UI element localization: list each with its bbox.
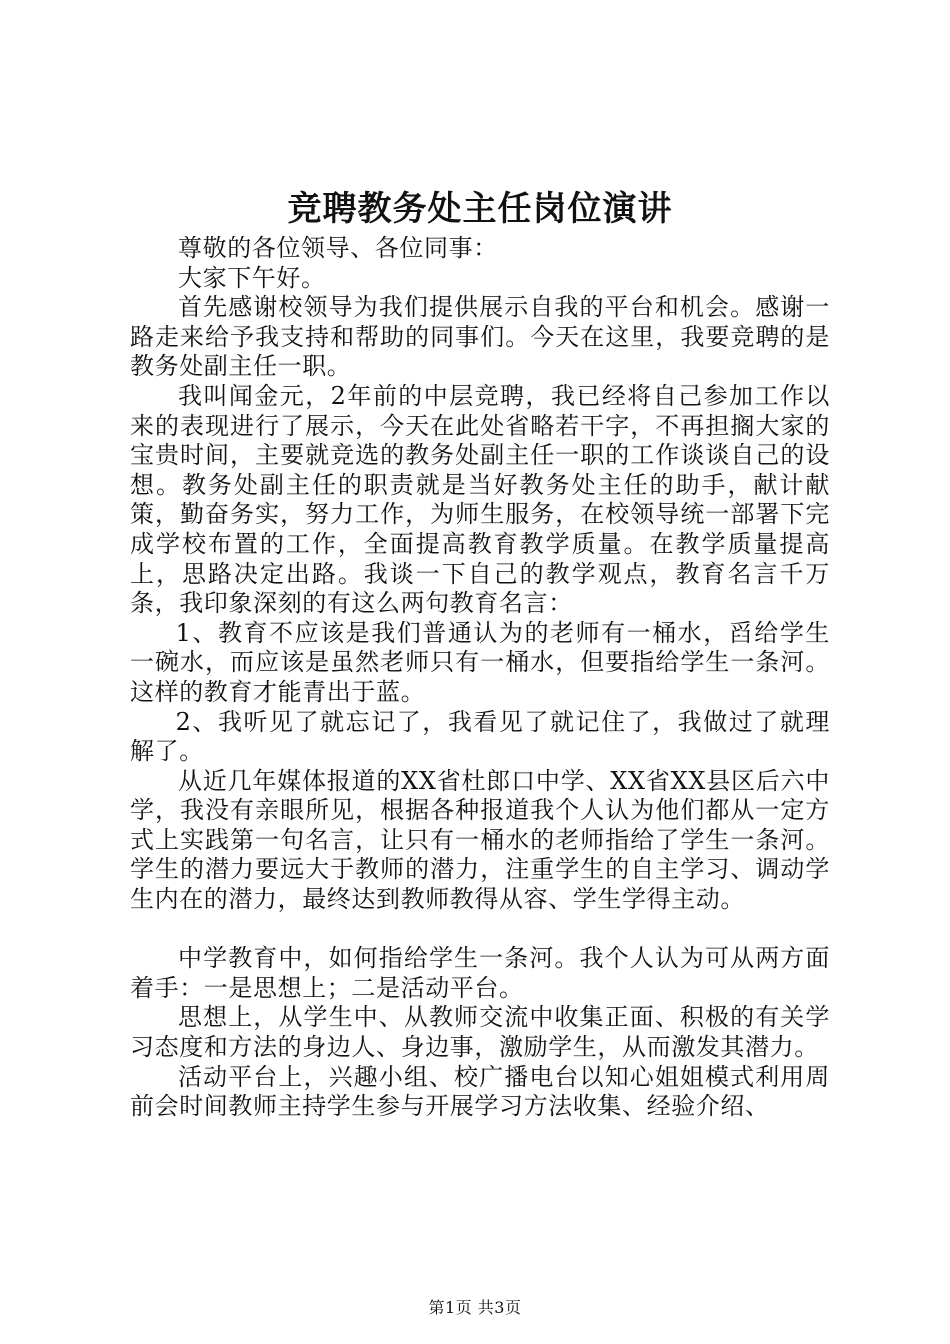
paragraph-thinking: 思想上，从学生中、从教师交流中收集正面、积极的有关学习态度和方法的身边人、身边事，激励学生，从而激发其潜力。 [130, 1003, 830, 1062]
paragraph-two-aspects: 中学教育中，如何指给学生一条河。我个人认为可从两方面着手：一是思想上；二是活动平台。 [130, 944, 830, 1002]
blank-line [130, 915, 830, 945]
page-number: 第1页 共3页 [428, 1298, 522, 1317]
salutation: 尊敬的各位领导、各位同事： [178, 234, 498, 262]
paragraph-quote-two: 2、我听见了就忘记了，我看见了就记住了，我做过了就理解了。 [130, 707, 830, 766]
document-body [130, 186, 830, 1122]
paragraph-quote-one: 1、教育不应该是我们普通认为的老师有一桶水，舀给学生一碗水，而应该是虽然老师只有一桶水，但要指给学生一条河。这样的教育才能青出于蓝。 [130, 618, 830, 706]
paragraph-intro: 首先感谢校领导为我们提供展示自我的平台和机会。感谢一路走来给予我支持和帮助的同事们。今天在这里，我要竞聘的是教务处副主任一职。 [130, 293, 830, 381]
document-title: 竞聘教务处主任岗位演讲 [287, 189, 673, 229]
paragraph-media-reports: 从近几年媒体报道的XX省杜郎口中学、XX省XX县区后六中学，我没有亲眼所见，根据各种报道我个人认为他们都从一定方式上实践第一句名言，让只有一桶水的老师指给了学生一条河。学生的潜力要远大于教师的潜力，注重学生的自主学习、调动学生内在的潜力，最终达到教师教得从容、学生学得主动。 [130, 766, 830, 914]
paragraph-self-introduction: 我叫闻金元，2年前的中层竞聘，我已经将自己参加工作以来的表现进行了展示，今天在此处省略若干字，不再担搁大家的宝贵时间，主要就竞选的教务处副主任一职的工作谈谈自己的设想。教务处副主任的职责就是当好教务处主任的助手，献计献策，勤奋务实，努力工作，为师生服务，在校领导统一部署下完成学校布置的工作，全面提高教育教学质量。在教学质量提高上，思路决定出路。我谈一下自己的教学观点，教育名言千万条，我印象深刻的有这么两句教育名言： [130, 381, 830, 618]
greeting: 大家下午好。 [178, 263, 326, 292]
paragraph-activity-platform: 活动平台上，兴趣小组、校广播电台以知心姐姐模式利用周前会时间教师主持学生参与开展学习方法收集、经验介绍、 [130, 1062, 830, 1121]
